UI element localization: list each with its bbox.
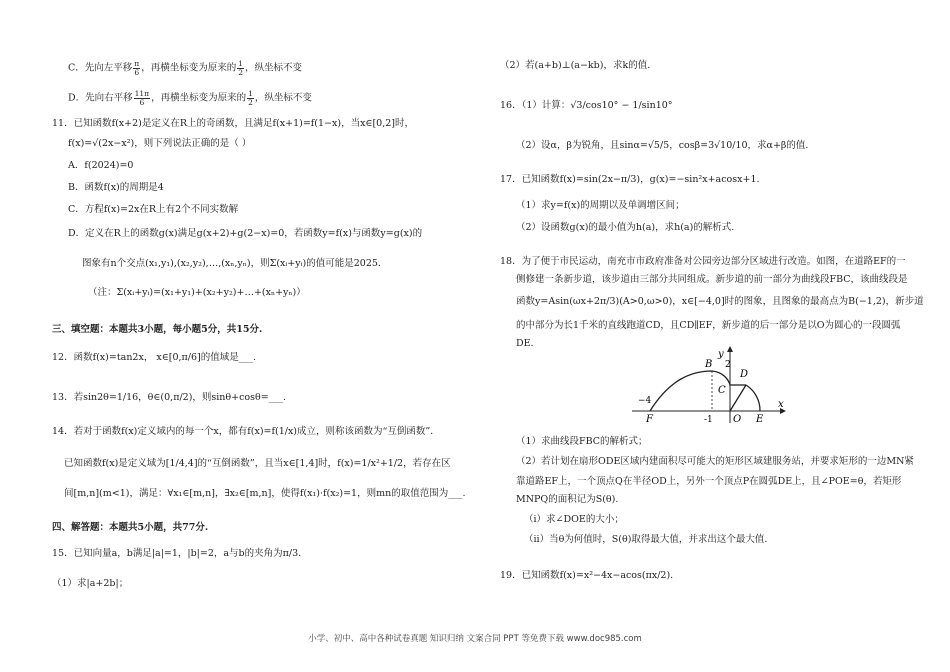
section-3-heading: 三、填空题：本题共3小题，每小题5分，共15分. <box>52 324 263 335</box>
label-f: F <box>646 414 653 425</box>
q11-option-d: D．定义在R上的函数g(x)满足g(x+2)+g(2−x)=0，若函数y=f(x)与函数y=g(x)的 <box>68 228 423 239</box>
q11-stem: 11．已知函数f(x+2)是定义在R上的奇函数，且满足f(x+1)=f(1−x)，当x∈[0,2]时， <box>52 118 414 129</box>
label-neg4: −4 <box>638 396 652 406</box>
label-x: x <box>778 399 784 410</box>
page-footer: 小学、初中、高中各种试卷真题 知识归纳 文案合同 PPT 等免费下载 www.doc985.com <box>308 634 642 644</box>
q11-option-d-cont: 图象有n个交点(x₁,y₁),(x₂,y₂),…,(xₙ,yₙ)，则Σ(xᵢ+yᵢ)的值可能是2025. <box>82 258 381 269</box>
label-2: 2 <box>725 360 731 370</box>
q18-part1: （1）求曲线段FBC的解析式； <box>516 436 648 447</box>
q15-part1: （1）求|a+2b|； <box>52 578 129 589</box>
q10-option-c: C．先向左平移 $\frac{\pi}{6}$ ，再横坐标变为原来的 $\frac{1}{2}$ ，纵坐标不变 <box>68 59 303 77</box>
q14-cont2: 间[m,n](m<1)，满足：∀x₁∈[m,n]，∃x₂∈[m,n]，使得f(x₁)·f(x₂)=1，则mn的取值范围为___. <box>64 488 466 499</box>
arc-de <box>746 385 760 411</box>
q11-note: （注：Σ(xᵢ+yᵢ)=(x₁+y₁)+(x₂+y₂)+…+(xₙ+yₙ)） <box>88 287 306 298</box>
q17-part1: （1）求y=f(x)的周期以及单调增区间； <box>516 200 685 211</box>
label-neg1: -1 <box>704 415 713 425</box>
q18-cont3: 的中部分为长1千米的直线跑道CD，且CD∥EF，新步道的后一部分是以O为圆心的一段圆弧 <box>516 320 901 331</box>
q18-cont2: 函数y=Asin(ωx+2π/3)(A>0,ω>0)，x∈[−4,0]时的图象，且图象的最高点为B(−1,2)，新步道 <box>516 296 924 307</box>
q18-part2-cont: 靠道路EF上，一个顶点Q在半径OD上，另外一个顶点P在圆弧DE上，且∠POE=θ，若矩形 <box>516 476 902 487</box>
label-b: B <box>705 359 713 370</box>
q14: 14．若对于函数f(x)定义域内的每一个x，都有f(x)=f(1/x)成立，则称该函数为“互倒函数”． <box>52 426 440 437</box>
q11-option-b: B．函数f(x)的周期是4 <box>68 182 164 193</box>
q17: 17．已知函数f(x)=sin(2x−π/3)，g(x)=−sin²x+acosx+1. <box>500 174 760 185</box>
label-o: O <box>733 414 742 425</box>
q11-stem-cont: f(x)=√(2x−x²)，则下列说法正确的是（ ） <box>68 138 252 149</box>
q18-sub-ii: （ii）当θ为何值时，S(θ)取得最大值，并求出这个最大值. <box>524 534 768 545</box>
q14-cont: 已知函数f(x)是定义域为[1/4,4]的“互倒函数”，且当x∈[1,4]时，f(x)=1/x²+1/2，若存在区 <box>64 458 451 469</box>
q13: 13．若sin2θ=1/16，θ∈(0,π/2)，则sinθ+cosθ=___. <box>52 392 286 403</box>
label-d: D <box>740 369 749 380</box>
q18-part2: （2）若计划在扇形ODE区域内建面积尽可能大的矩形区域建服务站，并要求矩形的一边MN紧 <box>516 456 914 467</box>
q15: 15．已知向量a，b满足|a|=1，|b|=2，a与b的夹角为π/3. <box>52 548 302 559</box>
q17-part2: （2）设函数g(x)的最小值为h(a)，求h(a)的解析式. <box>516 222 735 233</box>
q16-part2: （2）设α，β为锐角，且sinα=√5/5，cosβ=3√10/10，求α+β的值. <box>516 140 809 151</box>
q19: 19．已知函数f(x)=x²−4x−acos(πx/2). <box>500 570 674 581</box>
label-y: y <box>718 349 724 360</box>
q16: 16．（1）计算：√3/cos10° − 1/sin10° <box>500 100 673 111</box>
q15-part2: （2）若(a+b)⊥(a−kb)，求k的值. <box>500 60 651 71</box>
y-axis-arrow-icon <box>727 346 733 352</box>
section-4-heading: 四、解答题：本题共5小题，共77分. <box>52 522 209 533</box>
q11-option-a: A．f(2024)=0 <box>68 160 134 171</box>
radius-od <box>730 385 746 411</box>
q18-sub-i: （i）求∠DOE的大小； <box>524 514 624 525</box>
q18-figure <box>630 345 790 425</box>
q18-part2-cont2: MNPQ的面积记为S(θ). <box>516 494 619 505</box>
q18: 18．为了便于市民运动，南充市市政府准备对公园旁边部分区域进行改造。如图，在道路EF的一 <box>500 256 906 267</box>
label-c: C <box>718 385 726 396</box>
q12: 12．函数f(x)=tan2x， x∈[0,π/6]的值域是___. <box>52 352 256 363</box>
q18-cont4: DE. <box>516 338 534 349</box>
q10-option-d: D．先向右平移 $\frac{11\pi}{6}$ ，再横坐标变为原来的 $\frac{1}{2}$ ，纵坐标不变 <box>68 89 312 107</box>
q18-cont1: 侧修建一条新步道，该步道由三部分共同组成。新步道的前一部分为曲线段FBC，该曲线段是 <box>516 274 908 285</box>
label-e: E <box>756 414 764 425</box>
q11-option-c: C．方程f(x)=2x在R上有2个不同实数解 <box>68 204 239 215</box>
